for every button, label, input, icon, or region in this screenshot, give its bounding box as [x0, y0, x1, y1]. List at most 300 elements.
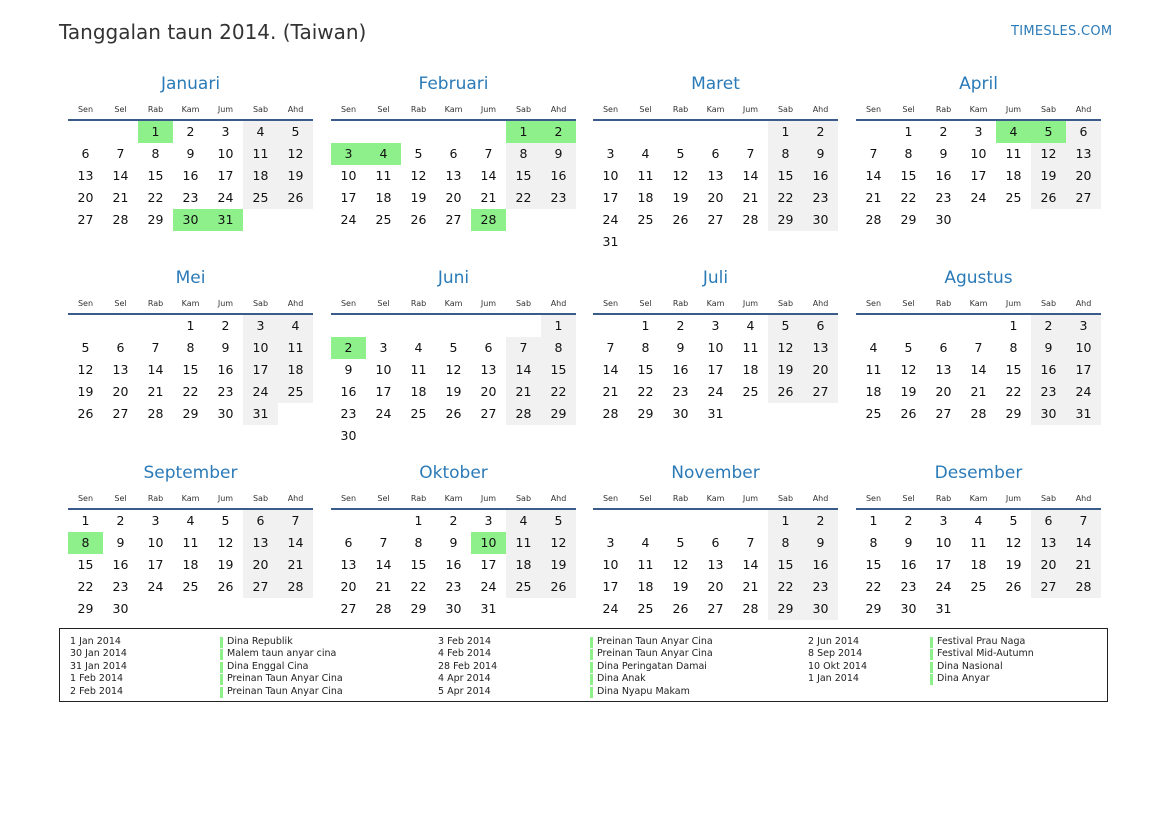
- day-cell: 19: [900, 384, 917, 399]
- day-cell: 27: [935, 406, 952, 421]
- weekday-label: Ahd: [550, 299, 567, 308]
- legend-date: 4 Feb 2014: [438, 648, 492, 660]
- day-cell: 9: [116, 535, 125, 550]
- weekday-label: Sel: [114, 299, 127, 308]
- day-cell: 15: [147, 168, 164, 183]
- day-cell: 24: [340, 212, 357, 227]
- legend-holiday-name: Preinan Taun Anyar Cina: [227, 685, 343, 697]
- day-cell: 17: [340, 190, 357, 205]
- day-cell: 7: [484, 146, 493, 161]
- day-cell: 21: [375, 579, 392, 594]
- weekday-label: Kam: [706, 105, 725, 114]
- legend-holiday-name: Dina Nasional: [937, 660, 1003, 672]
- weekday-label: Ahd: [287, 494, 304, 503]
- day-cell: 21: [970, 384, 987, 399]
- weekday-label: Rab: [672, 494, 689, 503]
- holiday-day-cell: 1: [138, 121, 173, 143]
- day-cell: 16: [112, 557, 129, 572]
- holiday-day-cell: 3: [331, 143, 366, 165]
- day-cell: 6: [1066, 121, 1101, 143]
- day-cell: 29: [865, 601, 882, 616]
- day-cell: 3: [974, 124, 983, 139]
- day-cell: 18: [637, 190, 654, 205]
- day-cell: 10: [707, 340, 724, 355]
- legend-date: 10 Okt 2014: [808, 660, 868, 672]
- day-cell: 22: [410, 579, 427, 594]
- day-cell: 15: [900, 168, 917, 183]
- day-cell: 30: [217, 406, 234, 421]
- day-cell: 31: [480, 601, 497, 616]
- day-cell: 17: [243, 359, 278, 381]
- day-cell: 11: [637, 557, 654, 572]
- day-cell: 19: [77, 384, 94, 399]
- legend-date: 2 Jun 2014: [808, 636, 860, 647]
- day-cell: 16: [803, 554, 838, 576]
- day-cell: 20: [1031, 554, 1066, 576]
- day-cell: 6: [344, 535, 353, 550]
- day-cell: 17: [935, 557, 952, 572]
- day-cell: 28: [970, 406, 987, 421]
- day-cell: 12: [278, 143, 313, 165]
- day-cell: 14: [112, 168, 129, 183]
- day-cell: 17: [480, 557, 497, 572]
- day-cell: 26: [768, 381, 803, 403]
- day-cell: 9: [449, 535, 458, 550]
- day-cell: 5: [278, 121, 313, 143]
- weekday-label: Kam: [181, 299, 200, 308]
- holiday-day-cell: 30: [173, 209, 208, 231]
- day-cell: 30: [803, 598, 838, 620]
- weekday-label: Sen: [865, 299, 882, 308]
- day-cell: 24: [217, 190, 234, 205]
- day-cell: 8: [869, 535, 878, 550]
- day-cell: 22: [147, 190, 164, 205]
- day-cell: 28: [112, 212, 129, 227]
- legend-holiday-name: Dina Peringatan Damai: [597, 660, 707, 672]
- month-name: November: [671, 463, 760, 483]
- day-cell: 23: [541, 187, 576, 209]
- day-cell: 21: [742, 579, 759, 594]
- weekday-label: Ahd: [812, 105, 829, 114]
- day-cell: 20: [340, 579, 357, 594]
- day-cell: 20: [77, 190, 94, 205]
- day-cell: 17: [147, 557, 164, 572]
- day-cell: 26: [278, 187, 313, 209]
- weekday-label: Sen: [77, 494, 94, 503]
- day-cell: 23: [112, 579, 129, 594]
- day-cell: 2: [221, 318, 230, 333]
- legend-date: 30 Jan 2014: [70, 648, 127, 660]
- weekday-label: Rab: [147, 299, 164, 308]
- month-name: Oktober: [419, 463, 488, 483]
- day-cell: 28: [742, 601, 759, 616]
- day-cell: 3: [939, 513, 948, 528]
- weekday-label: Jum: [1005, 494, 1022, 503]
- weekday-label: Kam: [444, 494, 463, 503]
- legend-holiday-name: Preinan Taun Anyar Cina: [597, 636, 713, 647]
- day-cell: 17: [375, 384, 392, 399]
- weekday-label: Ahd: [287, 105, 304, 114]
- holiday-day-cell: 5: [1031, 121, 1066, 143]
- month-name: Maret: [691, 74, 740, 94]
- holiday-day-cell: 2: [331, 337, 366, 359]
- day-cell: 12: [217, 535, 234, 550]
- weekday-label: Sab: [777, 494, 794, 503]
- day-cell: 13: [803, 337, 838, 359]
- day-cell: 25: [506, 576, 541, 598]
- day-cell: 25: [865, 406, 882, 421]
- day-cell: 19: [672, 579, 689, 594]
- day-cell: 14: [742, 557, 759, 572]
- day-cell: 3: [221, 124, 230, 139]
- day-cell: 9: [939, 146, 948, 161]
- day-cell: 8: [768, 532, 803, 554]
- day-cell: 18: [1005, 168, 1022, 183]
- day-cell: 11: [410, 362, 427, 377]
- day-cell: 5: [676, 535, 685, 550]
- day-cell: 3: [711, 318, 720, 333]
- day-cell: 4: [278, 315, 313, 337]
- day-cell: 30: [935, 212, 952, 227]
- weekday-label: Rab: [410, 494, 427, 503]
- day-cell: 19: [1005, 557, 1022, 572]
- weekday-label: Ahd: [550, 105, 567, 114]
- day-cell: 23: [672, 384, 689, 399]
- day-cell: 27: [1066, 187, 1101, 209]
- day-cell: 29: [182, 406, 199, 421]
- day-cell: 27: [480, 406, 497, 421]
- day-cell: 13: [112, 362, 129, 377]
- day-cell: 12: [445, 362, 462, 377]
- day-cell: 19: [1031, 165, 1066, 187]
- day-cell: 15: [77, 557, 94, 572]
- day-cell: 20: [1066, 165, 1101, 187]
- weekday-label: Kam: [706, 494, 725, 503]
- legend-holiday-marker: [590, 649, 593, 660]
- day-cell: 1: [541, 315, 576, 337]
- legend-holiday-name: Preinan Taun Anyar Cina: [597, 648, 713, 660]
- day-cell: 23: [340, 406, 357, 421]
- day-cell: 21: [480, 190, 497, 205]
- weekday-label: Rab: [935, 494, 952, 503]
- weekday-label: Kam: [181, 494, 200, 503]
- day-cell: 7: [151, 340, 160, 355]
- weekday-label: Jum: [1005, 105, 1022, 114]
- weekday-label: Sen: [865, 494, 882, 503]
- weekday-label: Rab: [935, 105, 952, 114]
- day-cell: 3: [1066, 315, 1101, 337]
- day-cell: 13: [243, 532, 278, 554]
- day-cell: 15: [541, 359, 576, 381]
- day-cell: 18: [506, 554, 541, 576]
- weekday-label: Jum: [480, 105, 497, 114]
- day-cell: 5: [676, 146, 685, 161]
- day-cell: 26: [541, 576, 576, 598]
- day-cell: 9: [344, 362, 353, 377]
- legend-date: 3 Feb 2014: [438, 636, 492, 647]
- legend-date: 1 Feb 2014: [70, 673, 124, 685]
- day-cell: 6: [1031, 510, 1066, 532]
- day-cell: 6: [116, 340, 125, 355]
- day-cell: 6: [711, 535, 720, 550]
- legend-holiday-marker: [590, 687, 593, 698]
- day-cell: 29: [768, 598, 803, 620]
- day-cell: 25: [637, 212, 654, 227]
- day-cell: 18: [410, 384, 427, 399]
- day-cell: 22: [768, 187, 803, 209]
- day-cell: 15: [1005, 362, 1022, 377]
- day-cell: 11: [970, 535, 987, 550]
- legend-holiday-name: Preinan Taun Anyar Cina: [227, 673, 343, 685]
- day-cell: 9: [676, 340, 685, 355]
- day-cell: 11: [1005, 146, 1022, 161]
- day-cell: 25: [1005, 190, 1022, 205]
- day-cell: 2: [939, 124, 948, 139]
- holiday-legend: [59, 628, 1108, 702]
- weekday-label: Sab: [777, 105, 794, 114]
- day-cell: 9: [1031, 337, 1066, 359]
- day-cell: 13: [340, 557, 357, 572]
- day-cell: 15: [865, 557, 882, 572]
- day-cell: 29: [410, 601, 427, 616]
- day-cell: 7: [116, 146, 125, 161]
- day-cell: 20: [243, 554, 278, 576]
- day-cell: 23: [217, 384, 234, 399]
- day-cell: 2: [803, 510, 838, 532]
- day-cell: 8: [414, 535, 423, 550]
- day-cell: 22: [865, 579, 882, 594]
- day-cell: 12: [410, 168, 427, 183]
- day-cell: 5: [414, 146, 423, 161]
- day-cell: 11: [182, 535, 199, 550]
- weekday-label: Sab: [252, 105, 269, 114]
- weekday-label: Rab: [147, 494, 164, 503]
- day-cell: 21: [112, 190, 129, 205]
- day-cell: 11: [506, 532, 541, 554]
- day-cell: 14: [1066, 532, 1101, 554]
- day-cell: 4: [974, 513, 983, 528]
- weekday-label: Sen: [340, 105, 357, 114]
- day-cell: 22: [541, 381, 576, 403]
- day-cell: 4: [506, 510, 541, 532]
- day-cell: 30: [672, 406, 689, 421]
- day-cell: 5: [449, 340, 458, 355]
- weekday-label: Kam: [706, 299, 725, 308]
- legend-holiday-marker: [220, 662, 223, 673]
- legend-date: 1 Jan 2014: [808, 673, 859, 685]
- day-cell: 29: [541, 403, 576, 425]
- day-cell: 13: [1031, 532, 1066, 554]
- day-cell: 5: [81, 340, 90, 355]
- day-cell: 15: [768, 554, 803, 576]
- weekday-label: Sel: [114, 494, 127, 503]
- legend-date: 28 Feb 2014: [438, 660, 498, 672]
- month-name: Januari: [160, 74, 221, 94]
- weekday-label: Kam: [969, 494, 988, 503]
- day-cell: 13: [707, 557, 724, 572]
- day-cell: 12: [77, 362, 94, 377]
- weekday-label: Jum: [1005, 299, 1022, 308]
- holiday-day-cell: 10: [471, 532, 506, 554]
- day-cell: 15: [637, 362, 654, 377]
- day-cell: 23: [803, 576, 838, 598]
- weekday-label: Sel: [377, 299, 390, 308]
- day-cell: 24: [970, 190, 987, 205]
- day-cell: 31: [1066, 403, 1101, 425]
- day-cell: 29: [900, 212, 917, 227]
- day-cell: 12: [672, 557, 689, 572]
- weekday-label: Sen: [340, 299, 357, 308]
- day-cell: 9: [541, 143, 576, 165]
- weekday-label: Sab: [515, 299, 532, 308]
- weekday-label: Jum: [217, 494, 234, 503]
- day-cell: 18: [637, 579, 654, 594]
- day-cell: 19: [445, 384, 462, 399]
- weekday-label: Sab: [515, 494, 532, 503]
- weekday-label: Rab: [935, 299, 952, 308]
- day-cell: 23: [900, 579, 917, 594]
- day-cell: 4: [243, 121, 278, 143]
- weekday-label: Sab: [1040, 299, 1057, 308]
- holiday-day-cell: 1: [506, 121, 541, 143]
- day-cell: 11: [865, 362, 882, 377]
- day-cell: 22: [637, 384, 654, 399]
- day-cell: 26: [672, 601, 689, 616]
- day-cell: 4: [414, 340, 423, 355]
- day-cell: 8: [1009, 340, 1018, 355]
- day-cell: 8: [186, 340, 195, 355]
- day-cell: 27: [707, 601, 724, 616]
- header-divider: [331, 313, 576, 315]
- day-cell: 25: [375, 212, 392, 227]
- weekday-label: Ahd: [1075, 494, 1092, 503]
- holiday-day-cell: 2: [541, 121, 576, 143]
- day-cell: 7: [1066, 510, 1101, 532]
- day-cell: 24: [1066, 381, 1101, 403]
- day-cell: 19: [672, 190, 689, 205]
- day-cell: 7: [746, 535, 755, 550]
- day-cell: 6: [484, 340, 493, 355]
- day-cell: 18: [375, 190, 392, 205]
- legend-holiday-name: Dina Republik: [227, 636, 293, 647]
- day-cell: 8: [541, 337, 576, 359]
- page-title: Tanggalan taun 2014. (Taiwan): [59, 20, 367, 44]
- day-cell: 23: [445, 579, 462, 594]
- day-cell: 10: [970, 146, 987, 161]
- day-cell: 27: [340, 601, 357, 616]
- day-cell: 16: [1031, 359, 1066, 381]
- day-cell: 3: [379, 340, 388, 355]
- day-cell: 29: [147, 212, 164, 227]
- weekday-label: Ahd: [1075, 105, 1092, 114]
- day-cell: 28: [375, 601, 392, 616]
- day-cell: 28: [865, 212, 882, 227]
- weekday-label: Sel: [902, 105, 915, 114]
- month-name: April: [959, 74, 998, 94]
- month-name: Desember: [934, 463, 1023, 483]
- weekday-label: Ahd: [812, 494, 829, 503]
- weekday-label: Sen: [602, 494, 619, 503]
- day-cell: 4: [641, 535, 650, 550]
- day-cell: 24: [935, 579, 952, 594]
- day-cell: 7: [869, 146, 878, 161]
- weekday-label: Jum: [217, 299, 234, 308]
- day-cell: 10: [1066, 337, 1101, 359]
- day-cell: 28: [506, 403, 541, 425]
- day-cell: 7: [379, 535, 388, 550]
- legend-date: 2 Feb 2014: [70, 685, 124, 697]
- day-cell: 8: [641, 340, 650, 355]
- weekday-label: Jum: [742, 494, 759, 503]
- day-cell: 16: [672, 362, 689, 377]
- weekday-label: Rab: [672, 105, 689, 114]
- weekday-label: Sen: [602, 299, 619, 308]
- weekday-label: Jum: [217, 105, 234, 114]
- day-cell: 9: [221, 340, 230, 355]
- day-cell: 1: [768, 121, 803, 143]
- day-cell: 25: [243, 187, 278, 209]
- legend-date: 5 Apr 2014: [438, 685, 491, 697]
- day-cell: 1: [81, 513, 90, 528]
- day-cell: 5: [541, 510, 576, 532]
- day-cell: 20: [112, 384, 129, 399]
- legend-holiday-marker: [220, 674, 223, 685]
- day-cell: 14: [970, 362, 987, 377]
- day-cell: 2: [803, 121, 838, 143]
- day-cell: 27: [243, 576, 278, 598]
- day-cell: 26: [77, 406, 94, 421]
- day-cell: 27: [112, 406, 129, 421]
- legend-holiday-marker: [590, 674, 593, 685]
- day-cell: 10: [243, 337, 278, 359]
- weekday-label: Ahd: [812, 299, 829, 308]
- holiday-day-cell: 31: [208, 209, 243, 231]
- day-cell: 28: [742, 212, 759, 227]
- day-cell: 4: [641, 146, 650, 161]
- weekday-label: Sab: [515, 105, 532, 114]
- day-cell: 29: [637, 406, 654, 421]
- day-cell: 20: [707, 579, 724, 594]
- weekday-label: Jum: [480, 299, 497, 308]
- day-cell: 15: [506, 165, 541, 187]
- day-cell: 20: [480, 384, 497, 399]
- weekday-label: Sel: [639, 494, 652, 503]
- day-cell: 20: [935, 384, 952, 399]
- month-name: Juli: [702, 268, 729, 288]
- day-cell: 23: [182, 190, 199, 205]
- day-cell: 6: [939, 340, 948, 355]
- day-cell: 6: [243, 510, 278, 532]
- day-cell: 27: [803, 381, 838, 403]
- day-cell: 19: [410, 190, 427, 205]
- day-cell: 26: [217, 579, 234, 594]
- day-cell: 24: [602, 212, 619, 227]
- day-cell: 25: [182, 579, 199, 594]
- month-name: Juni: [437, 268, 470, 288]
- day-cell: 30: [340, 428, 357, 443]
- day-cell: 12: [1005, 535, 1022, 550]
- day-cell: 19: [541, 554, 576, 576]
- site-link[interactable]: TIMESLES.COM: [1011, 24, 1113, 39]
- day-cell: 16: [445, 557, 462, 572]
- day-cell: 29: [77, 601, 94, 616]
- day-cell: 13: [445, 168, 462, 183]
- day-cell: 28: [278, 576, 313, 598]
- day-cell: 2: [449, 513, 458, 528]
- day-cell: 22: [77, 579, 94, 594]
- day-cell: 22: [900, 190, 917, 205]
- day-cell: 9: [904, 535, 913, 550]
